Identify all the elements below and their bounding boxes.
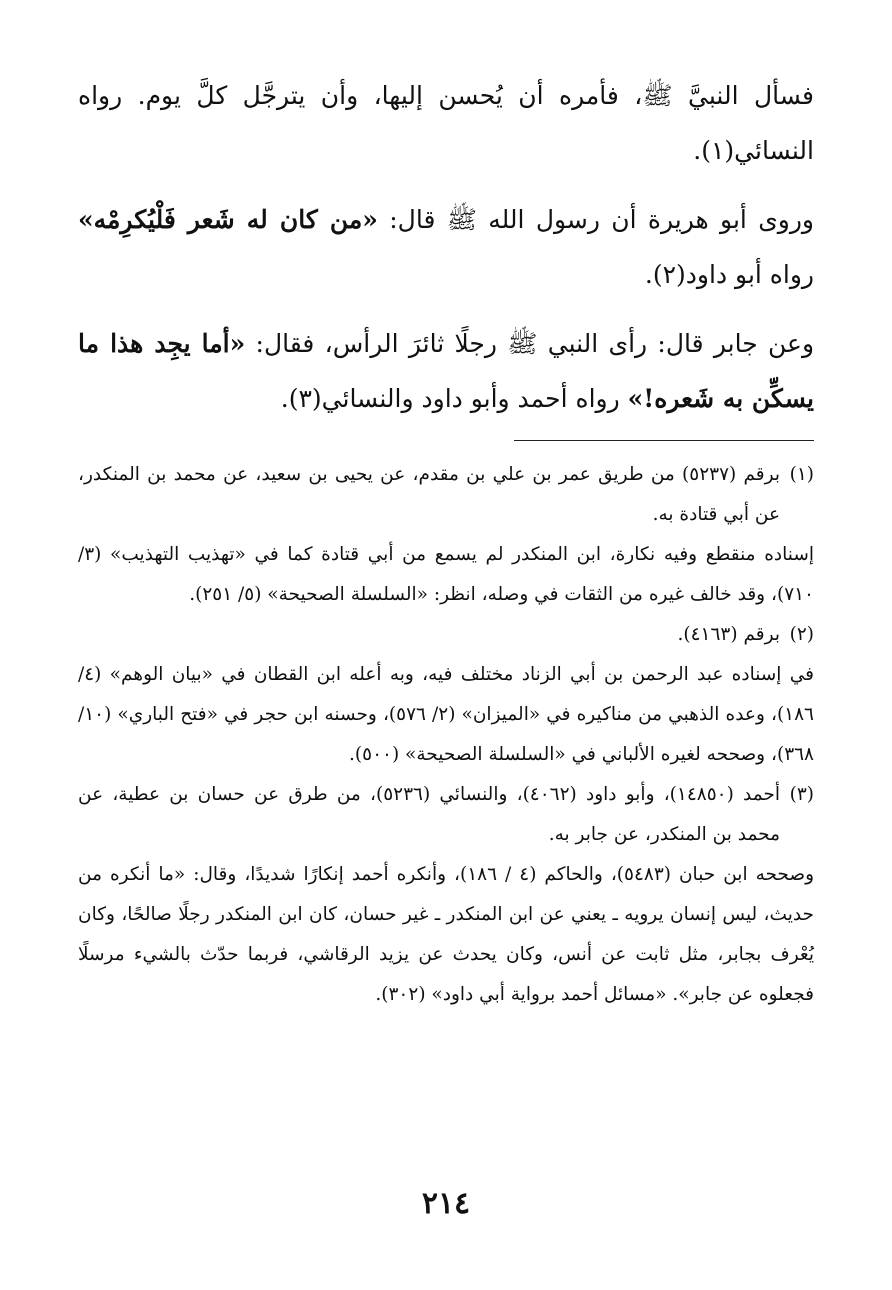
- footnote-3-citation: أحمد (١٤٨٥٠)، وأبو داود (٤٠٦٢)، والنسائي (٥٢٣٦)، من طرق عن حسان بن عطية، عن محمد بن المنكدر، عن جابر به.: [78, 784, 780, 845]
- paragraph-3-intro: وعن جابر قال: رأى النبي ﷺ رجلًا ثائرَ الرأس، فقال:: [245, 329, 815, 358]
- paragraph-1: [78, 68, 814, 178]
- footnote-3-number: (٣): [789, 784, 814, 805]
- hadith-quote-2: «أما يجِد هذا ما يسكِّن به شَعره!»: [78, 329, 814, 413]
- footnote-1: [78, 455, 814, 615]
- paragraph-2-source: رواه أبو داود(٢).: [644, 260, 814, 289]
- hadith-quote-1: «من كان له شَعر فَلْيُكرِمْه»: [78, 205, 378, 234]
- paragraph-2: [78, 192, 814, 302]
- footnote-2-citation: برقم (٤١٦٣).: [677, 624, 780, 645]
- paragraph-2-intro: وروى أبو هريرة أن رسول الله ﷺ قال:: [377, 205, 814, 234]
- footnote-2-commentary: في إسناده عبد الرحمن بن أبي الزناد مختلف فيه، وبه أعله ابن القطان في «بيان الوهم» (٤/ ١٨٦)، وعده الذهبي من مناكيره في «الميزان» (٢/ ٥٧٦)، وحسنه ابن حجر في «فتح الباري» (١٠/ ٣٦٨)، وصححه لغيره الألباني في «السلسلة الصحيحة» (٥٠٠).: [78, 664, 814, 765]
- footnote-divider: [514, 440, 814, 441]
- paragraph-3-source: رواه أحمد وأبو داود والنسائي(٣).: [280, 384, 628, 413]
- footnote-3: [78, 775, 814, 1015]
- page-number: ٢١٤: [421, 1186, 471, 1221]
- footnote-2: [78, 615, 814, 775]
- page-body: [78, 68, 814, 1015]
- footnotes: [78, 455, 814, 1015]
- paragraph-1-text: فسأل النبيَّ ﷺ، فأمره أن يُحسن إليها، وأن يترجَّل كلَّ يوم. رواه النسائي(١).: [78, 81, 814, 165]
- footnote-1-citation: برقم (٥٢٣٧) من طريق عمر بن علي بن مقدم، عن يحيى بن سعيد، عن محمد بن المنكدر، عن أبي قتادة به.: [78, 464, 780, 525]
- footnote-1-commentary: إسناده منقطع وفيه نكارة، ابن المنكدر لم يسمع من أبي قتادة كما في «تهذيب التهذيب» (٣/ ٧١٠)، وقد خالف غيره من الثقات في وصله، انظر: «السلسلة الصحيحة» (٥/ ٢٥١).: [78, 544, 814, 605]
- paragraph-3: [78, 316, 814, 426]
- footnote-2-number: (٢): [789, 624, 814, 645]
- footnote-3-commentary: وصححه ابن حبان (٥٤٨٣)، والحاكم (٤ / ١٨٦)، وأنكره أحمد إنكارًا شديدًا، وقال: «ما أنكره من حديث، ليس إنسان يرويه ـ يعني عن ابن المنكدر ـ غير حسان، كان ابن المنكدر رجلًا صالحًا، وكان يُعْرف بجابر، مثل ثابت عن أنس، وكان يحدث عن يزيد الرقاشي، فربما حدّث بالشيء مرسلًا فجعلوه عن جابر». «مسائل أحمد برواية أبي داود» (٣٠٢).: [78, 864, 815, 1005]
- footnote-1-number: (١): [789, 464, 814, 485]
